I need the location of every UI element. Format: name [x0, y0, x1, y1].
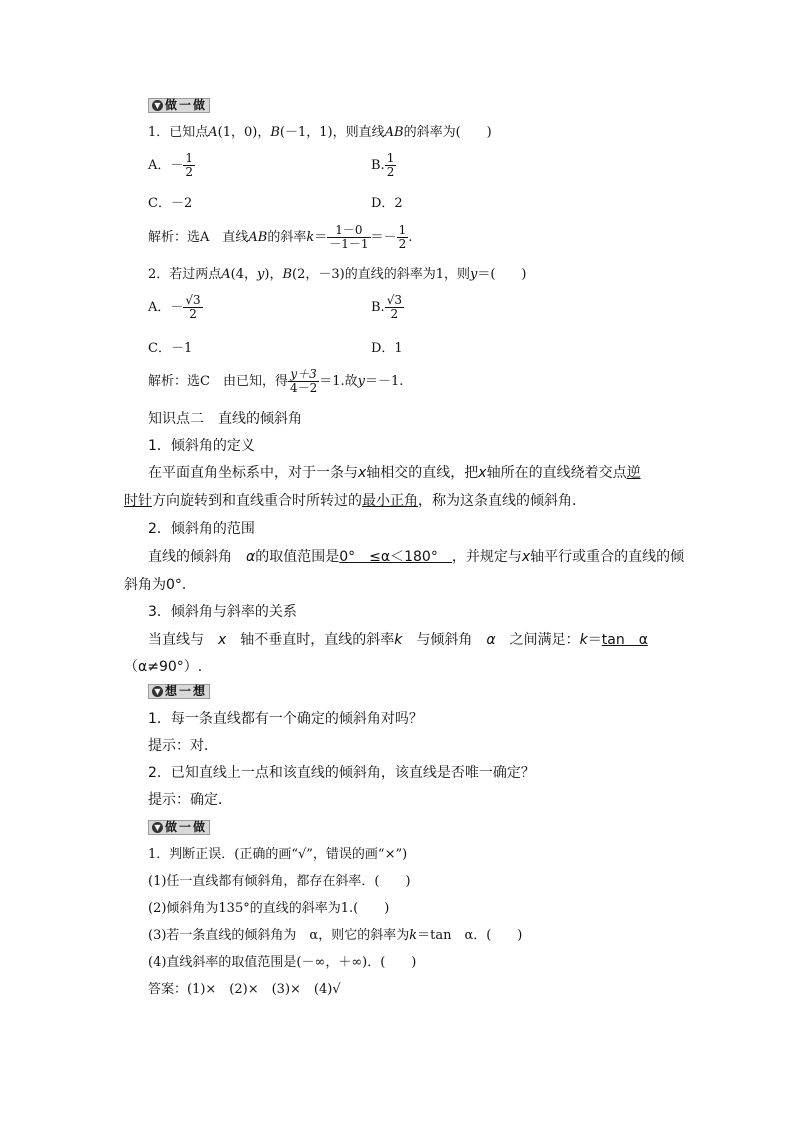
alpha-var: α: [246, 549, 256, 565]
y-var: y: [469, 267, 478, 282]
q1-option-d: D．2: [371, 196, 403, 211]
text: ＝－1.: [365, 374, 404, 389]
definition-line-2: [124, 492, 586, 510]
q1-solution: [148, 224, 412, 251]
q2-stem: [148, 266, 527, 284]
underlined-text: 最小正角: [362, 493, 418, 509]
numerator: 1: [386, 151, 395, 165]
text: ，并规定与: [451, 549, 522, 565]
text: 的斜率为( ): [403, 125, 492, 140]
option-label: A．－: [148, 158, 184, 173]
fraction: [288, 368, 319, 395]
text: (3)若一条直线的倾斜角为 α，则它的斜率为: [148, 928, 410, 943]
text: 当直线与: [148, 632, 218, 648]
text: 在平面直角坐标系中，对于一条与: [148, 465, 358, 481]
line-ab: AB: [248, 230, 268, 245]
y-var: y: [357, 374, 365, 389]
relation-line-2: （α≠90°）.: [124, 659, 203, 675]
text: (4，: [230, 267, 258, 282]
fraction: [385, 294, 404, 321]
x-var: x: [478, 465, 487, 481]
badge-label: 做一做: [165, 820, 208, 834]
x-var: x: [358, 465, 367, 481]
option-label: B.: [371, 158, 385, 173]
practice-item-2: (2)倾斜角为135°的直线的斜率为1.( ): [148, 901, 390, 916]
practice-answer: 答案：(1)× (2)× (3)× (4)√: [148, 982, 341, 997]
x-var: x: [218, 632, 227, 648]
point-b: B: [270, 125, 280, 140]
text: .: [408, 230, 413, 245]
underlined-text: 时针: [124, 493, 152, 509]
practice-item-1: (1)任一直线都有倾斜角，都存在斜率．( ): [148, 874, 411, 889]
section-badge-do: [148, 820, 210, 835]
practice-item-4: (4)直线斜率的取值范围是(－∞，＋∞)．( ): [148, 955, 417, 970]
text: 轴所在的直线绕着交点: [486, 465, 627, 481]
section-badge-do: [148, 98, 210, 113]
chevron-down-icon: ▼: [152, 822, 163, 833]
numerator: 1: [185, 151, 194, 165]
heading-definition: 1．倾斜角的定义: [148, 438, 255, 454]
text: 解析：选A 直线: [148, 230, 249, 245]
underlined-text: 0° ≤α＜180°: [339, 549, 452, 565]
numerator: 1－0: [327, 224, 370, 238]
denominator: 2: [185, 165, 194, 179]
text: 方向旋转到和直线重合时所转过的: [152, 493, 362, 509]
text: )，: [264, 267, 283, 282]
q2-option-c: C．－1: [148, 341, 193, 356]
text: 轴平行或重合的直线的倾: [530, 549, 685, 565]
text: 轴不垂直时，直线的斜率: [226, 632, 395, 648]
denominator: 2: [390, 307, 399, 321]
text: ＝: [314, 230, 328, 245]
denominator: 4－2: [289, 381, 318, 395]
alpha-var: α: [486, 632, 496, 648]
text: (－1，1)，则直线: [279, 125, 385, 140]
text: 的斜率: [267, 230, 307, 245]
chevron-down-icon: ▼: [152, 100, 163, 111]
q1-option-b: [371, 152, 396, 179]
text: ＝: [587, 632, 602, 648]
text: 与倾斜角: [402, 632, 487, 648]
section-badge-think: [148, 684, 210, 699]
practice-stem: 1．判断正误．(正确的画“√”，错误的画“×”): [148, 847, 408, 862]
q2-option-b: [371, 294, 404, 321]
text: ，称为这条直线的倾斜角．: [418, 493, 586, 509]
text: ＝tan α．( ): [417, 928, 523, 943]
point-a: A: [208, 125, 218, 140]
denominator: 2: [398, 237, 407, 251]
numerator: √3: [386, 293, 402, 307]
option-label: B.: [371, 300, 385, 315]
text: ＝( ): [477, 267, 527, 282]
think-question-1: 1．每一条直线都有一个确定的倾斜角对吗？: [148, 711, 423, 727]
chevron-down-icon: ▼: [152, 686, 163, 697]
text: (2，－3)的直线的斜率为1，则: [292, 267, 470, 282]
badge-label: 想一想: [165, 684, 208, 698]
q1-option-a: [148, 152, 195, 179]
numerator: √3: [185, 293, 201, 307]
q2-solution: [148, 368, 403, 395]
range-line-2: 斜角为0°．: [124, 577, 196, 593]
text: 轴相交的直线，把: [366, 465, 479, 481]
text: 直线的倾斜角: [148, 549, 246, 565]
line-ab: AB: [384, 125, 404, 140]
think-hint-1: 提示：对．: [148, 738, 218, 754]
x-var: x: [521, 549, 531, 565]
think-question-2: 2．已知直线上一点和该直线的倾斜角，该直线是否唯一确定？: [148, 765, 535, 781]
text: 之间满足：: [495, 632, 580, 648]
relation-line-1: [148, 631, 648, 649]
numerator: 1: [398, 223, 407, 237]
definition-line-1: [148, 464, 641, 482]
heading-relation: 3．倾斜角与斜率的关系: [148, 604, 297, 620]
k-var: k: [579, 632, 588, 648]
k-var: k: [394, 632, 403, 648]
point-a: A: [221, 267, 231, 282]
q2-option-a: [148, 294, 203, 321]
k-var: k: [306, 230, 315, 245]
text: 解析：选C 由已知，得: [148, 374, 288, 389]
y-var: y: [257, 267, 265, 282]
underlined-text: tan α: [601, 632, 648, 648]
text: 1．已知点: [148, 125, 209, 140]
k-var: k: [409, 928, 418, 943]
badge-label: 做一做: [165, 98, 208, 112]
text: 的取值范围是: [255, 549, 340, 565]
point-b: B: [282, 267, 293, 282]
denominator: －1－1: [329, 237, 369, 251]
option-label: A．－: [148, 300, 184, 315]
text: (1，0)，: [217, 125, 271, 140]
heading-range: 2．倾斜角的范围: [148, 521, 255, 537]
fraction: [385, 152, 397, 179]
section-title: 知识点二 直线的倾斜角: [148, 411, 302, 427]
think-hint-2: 提示：确定．: [148, 792, 232, 808]
fraction: [183, 294, 202, 321]
denominator: 2: [189, 307, 197, 321]
fraction: [397, 224, 409, 251]
range-line-1: [148, 548, 684, 566]
q1-stem: [148, 124, 492, 142]
practice-item-3: [148, 927, 522, 945]
numerator: y＋3: [288, 368, 319, 382]
q1-option-c: C．－2: [148, 196, 193, 211]
text: 2．若过两点: [148, 267, 222, 282]
underlined-text: 逆: [626, 465, 641, 481]
fraction: [183, 152, 195, 179]
q2-option-d: D．1: [371, 341, 403, 356]
text: ＝1.故: [319, 374, 358, 389]
denominator: 2: [386, 165, 395, 179]
text: ＝－: [370, 230, 397, 245]
fraction: [327, 224, 370, 251]
